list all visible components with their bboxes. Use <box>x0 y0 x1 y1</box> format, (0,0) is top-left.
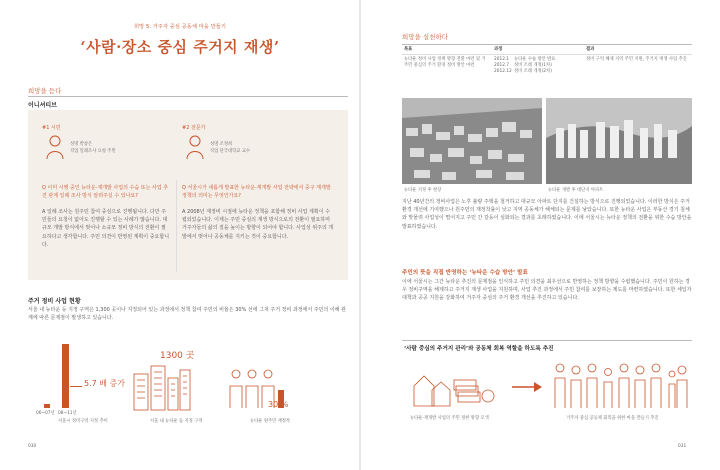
status-text: 서울 내 뉴타운 등 지정 구역은 1,300 곳이나 지정되어 있는 과정에서 정책 참여 주민의 비율은 30% 선에 그쳐 주거 정비 과정에서 주민의 이해 관계에 따른 문제점이 발생하고 있습니다. <box>28 307 346 322</box>
table-result-cell: 정비 구역 해제 지역 주민 지원, 주거지 재생 사업 추진 <box>586 57 687 62</box>
infographic-bar-large <box>62 344 69 408</box>
photo-hillside-village <box>402 98 542 184</box>
photo1-caption: 뉴타운 지정 후 현장 <box>404 188 442 193</box>
page-gutter <box>359 0 361 470</box>
speaker1-role: 직업 일례조사 요청 주민 <box>70 149 116 154</box>
photo2-caption: 뉴타운 개발 후 대단지 아파트 <box>548 188 604 193</box>
right-body-1: 지난 40년간의 정비사업은 노후 불량 주택을 철거하고 대규모 아파트 단지를 건설하는 방식으로 진행되었습니다. 이러한 방식은 주거 환경 개선에 기여했으나 원주민의 재정착률이 낮고 지역 공동체가 해체되는 문제를 낳았습니다. 또한 뉴타운 사업은 부동산 경기 침체와 맞물려 사업성이 떨어지고 주민 간 갈등이 심화되는 결과를 초래하였습니다. 이에 서울시는 뉴타운 정책의 전환을 위한 수습 방안을 발표하였습니다. <box>402 199 692 230</box>
speaker1-name: 성명 박창은 <box>70 142 93 147</box>
left-section-rule <box>28 96 348 97</box>
photo-apartment-complex <box>546 98 692 184</box>
speaker2-tag: #2 전문가 <box>182 125 206 131</box>
table-header-result: 결과 <box>586 47 595 52</box>
infographic-bar-guide <box>70 386 82 387</box>
diagram-heading: ‘사람 중심의 주거지 관리’와 공동체 회복 역할을 하도록 추진 <box>404 346 554 352</box>
right-body-2: 이에 서울시는 그간 뉴타운 추진의 문제점을 인식하고 주민 의견을 최우선으로 반영하는 정책 방향을 수립했습니다. 주민이 원하는 경우 정비구역을 해제하고 주거지 재생 사업을 지원하며, 사업 추진 과정에서 주민 참여를 보장하는 제도를 마련하였습니다. 또한 세입자 대책과 공공 지원을 강화하여 거주자 중심의 주거 환경 개선을 추진하고 있습니다. <box>402 279 692 302</box>
speaker2-name: 성명 조정희 <box>210 142 233 147</box>
diagram-caption-1: 뉴타운·재개발 사업의 주민 정한 방향 모색 <box>410 416 489 421</box>
question2: Q 서울시가 새롭게 발표한 뉴타운·재개발 사업 전략에서 중구 재개발 정책의 의미는 무엇인가요? <box>182 185 331 200</box>
infographic-caption3: 뉴타운 원주민 재정착 <box>250 419 291 424</box>
right-section-rule <box>402 44 692 45</box>
infographic-bar2-label: 08~11년 <box>58 411 77 416</box>
table-header-rule <box>402 54 692 55</box>
table-process-text-2: 정비 조례 개정(1차) <box>514 63 552 68</box>
arrow-right-icon <box>510 380 544 394</box>
table-process-text-1: 뉴타운 수습 방안 발표 <box>514 57 556 62</box>
panel-divider <box>176 180 177 272</box>
left-section-heading: 희망을 듣다 <box>28 87 62 95</box>
table-header-process: 과정 <box>494 47 503 52</box>
interview-heading: 이니셔티브 <box>28 102 57 109</box>
diagram-caption-2: 거주자 중심 공동체 회복을 위한 마을 만들기 추진 <box>566 416 659 421</box>
answer1: A 일례 조사는 원주민 참여 중심으로 진행됩니다. 다만 주민들의 요청이 없어도 진행할 수 있는 사례가 많습니다. 대규모 개발 방식에서 벗어나 소규모 정비 방식의 전환이 필요하다고 생각합니다. 주민 의견이 반영된 계획이 중요합니다. <box>42 209 170 248</box>
table-process-text-3: 정비 조례 개정(2차) <box>514 69 552 74</box>
speaker2-role: 직업 단국대학교 교수 <box>210 149 251 154</box>
right-page-number: 031 <box>678 444 687 449</box>
speaker1-portrait-icon <box>44 134 66 160</box>
table-header-goal: 목표 <box>404 47 413 52</box>
status-heading: 주거 정비 사업 현황 <box>28 298 81 305</box>
infographic-bar-value: 5.7 배 증가 <box>84 379 125 388</box>
infographic-caption1: 서울시 정비구역 지정 추이 <box>58 419 108 424</box>
speaker1-tag: #1 시민 <box>42 125 61 131</box>
table-process-date-1: 2012.1 <box>494 57 510 62</box>
right-section-heading: 희망을 실천하다 <box>402 33 449 41</box>
infographic-residents-value: 30 % <box>268 400 289 409</box>
infographic-bar1-label: 06~07년 <box>36 411 55 416</box>
left-page-number: 030 <box>28 444 37 449</box>
question1: Q 이미 시행 중인 뉴타운·재개발 사업의 수습 또는 사업 추진 관계 일례 조사 방식 알려주실 수 있나요? <box>42 185 169 200</box>
right-sub-heading: 주민의 뜻을 직접 반영하는 ‘뉴타운 수습 방안’ 발표 <box>402 270 528 276</box>
table-process-date-2: 2012.7 <box>494 63 510 68</box>
table-process-date-3: 2012.12 <box>494 69 512 74</box>
infographic-zones-value: 1300 곳 <box>160 351 195 361</box>
infographic-caption2: 서울 내 뉴타운 등 지정 구역 <box>150 419 203 424</box>
houses-money-icon <box>410 364 500 408</box>
infographic-bar-small <box>44 404 50 408</box>
buildings-icon <box>132 360 192 412</box>
community-people-icon <box>552 360 688 410</box>
left-title: ‘사람·장소 중심 주거지 재생’ <box>80 38 280 56</box>
left-kicker: 희망 5. 거주자 중심 공동체 마을 만들기 <box>134 24 226 30</box>
table-goal-cell: 뉴타운 정비 사업 정책 방향 전환 마련 및 거주민 중심의 주거 환경 정비 방안 마련 <box>404 57 486 68</box>
speaker2-portrait-icon <box>184 134 206 160</box>
answer2: A 2008년 재정비 시점에 뉴타운 정책을 포함해 정비 사업 계획이 수립되었습니다. 이제는 주민 중심의 재생 방식으로의 전환이 필요하며 거주자들의 삶의 질을 높이는 방향이 되어야 합니다. 사업성 위주의 개발에서 벗어나 공동체를 지키는 것이 중요합니다. <box>182 209 334 240</box>
